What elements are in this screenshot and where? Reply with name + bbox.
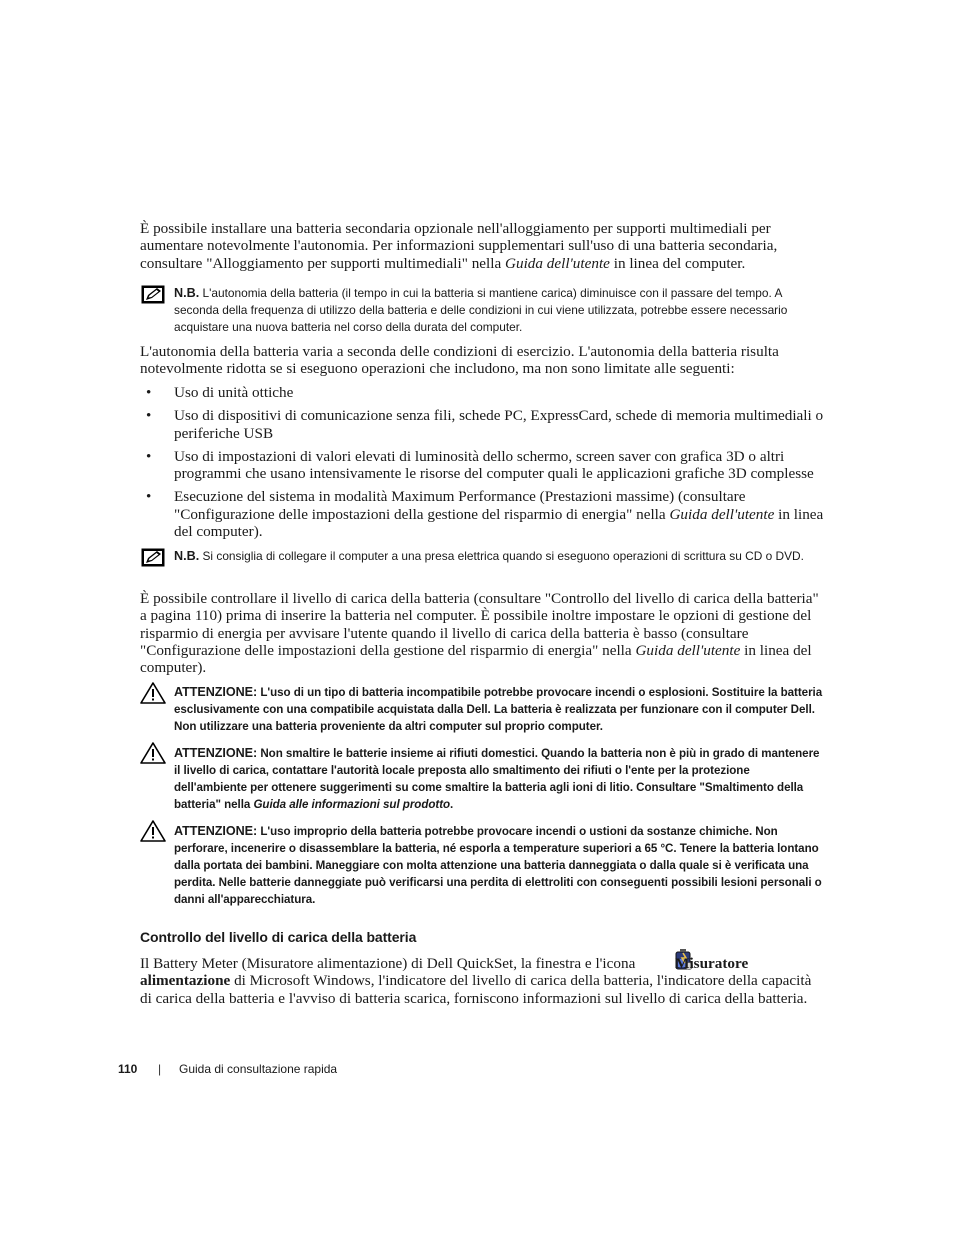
bullet-dot: •	[146, 447, 152, 465]
bullet-dot: •	[146, 384, 152, 401]
note-2	[174, 548, 824, 565]
bullet-2-text: Uso di dispositivi di comunicazione senza fili, schede PC, ExpressCard, schede di memoria multimediali o periferiche USB	[174, 407, 824, 442]
warning-2	[174, 745, 824, 813]
bullet-1-text: Uso di unità ottiche	[174, 384, 294, 401]
intro-paragraph	[140, 220, 820, 272]
intro-text-a: È possibile installare una batteria secondaria opzionale nell'alloggiamento per supporti multimediali per aumentare notevolmente l'autonomia. Per informazioni supplementari sull'uso di una batteria secondaria, consultare "Alloggiamento per supporti multimediali" nella	[140, 220, 778, 272]
warning-3-text: L'uso improprio della batteria potrebbe provocare incendi o ustioni da sostanze chimiche. Non perforare, incenerire o disassemblare la batteria, né esporla a temperature superiori a 65 °C. Tenere la batteria lontano dalla portata dei bambini. Maneggiare con molta attenzione una batteria danneggiata o dalla quale si è verificata una perdita. Nelle batterie danneggiate può verificarsi una perdita di elettroliti con conseguenti possibili lesioni personali o danni all'apparecchiatura.	[174, 825, 822, 907]
list-item	[140, 448, 830, 483]
section-heading: Controllo del livello di carica della batteria	[140, 929, 417, 945]
battery-meter-text-a: Il Battery Meter (Misuratore alimentazione) di Dell QuickSet, la finestra e l'icona	[140, 955, 640, 972]
charge-check-paragraph	[140, 590, 820, 676]
warning-triangle-icon	[140, 742, 166, 764]
charge-check-text-b: in linea del computer).	[140, 641, 812, 677]
bullet-list	[140, 384, 830, 540]
note-pencil-icon	[141, 285, 165, 304]
charge-check-guide: Guida dell'utente	[635, 641, 741, 659]
warning-2-text-a: Non smaltire le batterie insieme ai rifiuti domestici. Quando la batteria non è più in grado di mantenere il livello di carica, contattare l'autorità locale preposta allo smaltimento dei rifiuti o l'ente per la protezione dell'ambiente per ottenere suggerimenti su come smaltire la batteria agli ioni di litio. Consultare "Smaltimento della batteria" nella	[174, 747, 820, 812]
bullet-dot: •	[146, 488, 152, 506]
autonomy-text: L'autonomia della batteria varia a seconda delle condizioni di esercizio. L'autonomia della batteria risulta notevolmente ridotta se si eseguono operazioni che includono, ma non sono limitate alle seguenti:	[140, 343, 779, 378]
bullet-4-text-a: Esecuzione del sistema in modalità Maximum Performance (Prestazioni massime) (consultare "Configurazione delle impostazioni della gestione del risparmio di energia" nella	[174, 488, 746, 523]
warning-2-guide: Guida alle informazioni sul prodotto	[253, 798, 451, 812]
note-1-label: N.B.	[174, 286, 200, 300]
note-pencil-icon	[141, 548, 165, 567]
note-2-text: Si consiglia di collegare il computer a una presa elettrica quando si eseguono operazioni di scrittura su CD o DVD.	[199, 549, 804, 563]
warning-2-label: ATTENZIONE:	[174, 746, 258, 760]
intro-guide-link: Guida dell'utente	[505, 254, 610, 272]
intro-text-b: in linea del computer.	[609, 254, 746, 272]
bullet-4-guide: Guida dell'utente	[669, 505, 775, 523]
warning-1	[174, 684, 824, 735]
warning-3	[174, 823, 824, 908]
note-1	[174, 285, 824, 336]
warning-triangle-icon	[140, 682, 166, 704]
warning-2-text-b: .	[450, 798, 454, 812]
battery-meter-text-b: di Microsoft Windows, l'indicatore del livello di carica della batteria, l'indicatore della capacità di carica della batteria e l'avviso di batteria scarica, forniscono informazioni sul livello di carica della batteria.	[140, 972, 812, 1007]
battery-meter-bold: Misuratore alimentazione	[140, 955, 749, 990]
footer-title: Guida di consultazione rapida	[179, 1062, 338, 1076]
warning-1-label: ATTENZIONE:	[174, 685, 258, 699]
note-1-text: L'autonomia della batteria (il tempo in cui la batteria si mantiene carica) diminuisce con il passare del tempo. A seconda della frequenza di utilizzo della batteria e delle condizioni in cui viene utilizzata, potrebbe essere necessario acquistare una nuova batteria nel corso della durata del computer.	[174, 286, 788, 335]
list-item	[140, 407, 830, 442]
footer-separator: |	[158, 1062, 162, 1076]
list-item	[140, 384, 830, 401]
warning-3-label: ATTENZIONE:	[174, 824, 258, 838]
bullet-4-text-b: in linea del computer).	[174, 505, 824, 541]
battery-meter-paragraph	[140, 955, 820, 1007]
list-item	[140, 488, 830, 540]
page-number: 110	[118, 1062, 138, 1076]
autonomy-paragraph	[140, 343, 825, 378]
warning-triangle-icon	[140, 820, 166, 842]
charge-check-text-a: È possibile controllare il livello di carica della batteria (consultare "Controllo del livello di carica della batteria" a pagina 110) prima di inserire la batteria nel computer. È possibile inoltre impostare le opzioni di gestione del risparmio di energia per avvisare l'utente quando il livello di carica della batteria è basso (consultare "Configurazione delle impostazioni della gestione del risparmio di energia" nella	[140, 590, 819, 659]
bullet-3-text: Uso di impostazioni di valori elevati di luminosità dello schermo, screen saver con grafica 3D o altri programmi che usano intensivamente le risorse del computer quali le applicazioni grafiche 3D complesse	[174, 447, 814, 483]
bullet-dot: •	[146, 407, 152, 425]
warning-1-text: L'uso di un tipo di batteria incompatibile potrebbe provocare incendi o esplosioni. Sostituire la batteria esclusivamente con una compatibile acquistata dalla Dell. La batteria è realizzata per funzionare con il computer Dell. Non utilizzare una batteria proveniente da altri computer sul proprio computer.	[174, 686, 823, 734]
note-2-label: N.B.	[174, 549, 200, 563]
